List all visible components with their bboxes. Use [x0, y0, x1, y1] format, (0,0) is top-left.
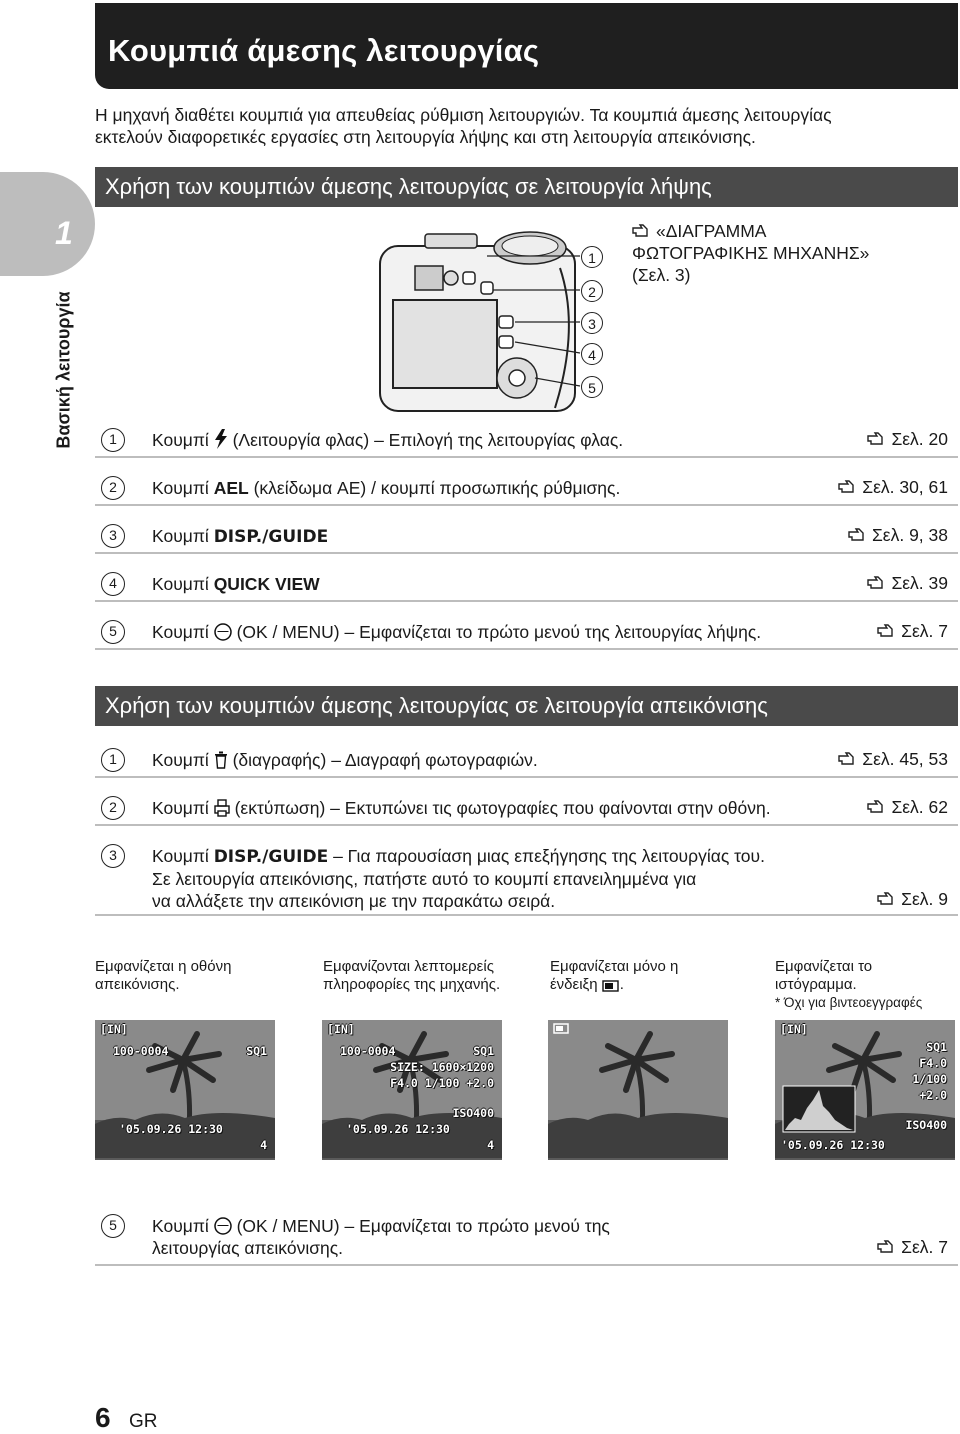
- row-description: Επιλογή της λειτουργίας φλας.: [388, 430, 624, 450]
- screen-playback-battery-only: [548, 1020, 728, 1160]
- screen-3-caption: Εμφανίζεται μόνο η ένδειξη .: [550, 958, 679, 993]
- playback-row-print: [95, 794, 958, 826]
- pointing-hand-icon: [632, 224, 652, 238]
- row-description: Εμφανίζεται το πρώτο μενού της λειτουργίας λήψης.: [359, 622, 762, 642]
- row-dash: –: [344, 622, 355, 642]
- osd-quality: SQ1: [246, 1044, 267, 1058]
- row-label: (OK / MENU): [236, 1216, 340, 1236]
- screen-playback-histogram: [775, 1020, 955, 1160]
- row-prefix: Κουμπί: [152, 574, 209, 594]
- shooting-row-ok-menu: [95, 618, 958, 650]
- callout-3: 3: [581, 312, 603, 334]
- row-description: Διαγραφή φωτογραφιών.: [344, 750, 538, 770]
- row-dash: –: [333, 846, 343, 866]
- battery-icon: [602, 980, 620, 992]
- ok-menu-icon: [214, 1217, 232, 1235]
- osd-file-number: 100-0004: [113, 1044, 169, 1058]
- osd-exposure: F4.0 1/100 +2.0: [390, 1076, 494, 1090]
- chapter-number: 1: [55, 215, 73, 251]
- row-number: 3: [101, 844, 125, 868]
- page-title: Κουμπιά άμεσης λειτουργίας: [95, 3, 958, 89]
- row-description: Για παρουσίαση μιας επεξήγησης της λειτουργίας του.: [347, 846, 765, 866]
- pointing-hand-icon: [848, 528, 868, 542]
- row-dash: –: [331, 750, 341, 770]
- pointing-hand-icon: [877, 892, 897, 906]
- row-prefix: Κουμπί: [152, 526, 209, 546]
- row-description-line-3: να αλλάξετε την απεικόνιση με την παρακάτω σειρά.: [152, 891, 556, 911]
- callout-1: 1: [581, 246, 603, 268]
- pointing-hand-icon: [867, 576, 887, 590]
- row-prefix: Κουμπί: [152, 478, 209, 498]
- page-reference: Σελ. 39: [867, 573, 948, 594]
- chapter-label: Βασική λειτουργία: [53, 291, 74, 449]
- osd-date: '05.09.26 12:30: [781, 1138, 885, 1152]
- intro-text: [95, 104, 955, 148]
- trash-icon: [214, 751, 228, 769]
- osd-date: '05.09.26 12:30: [346, 1122, 450, 1136]
- playback-row-erase: [95, 746, 958, 778]
- flash-icon: [214, 429, 228, 449]
- pointing-hand-icon: [877, 1240, 897, 1254]
- shooting-row-ael: [95, 474, 958, 506]
- camera-ref-line-1: «ΔΙΑΓΡΑΜΜΑ: [656, 221, 767, 241]
- screen-1-caption: Εμφανίζεται η οθόνη απεικόνισης.: [95, 958, 232, 993]
- row-label: (OK / MENU): [236, 622, 340, 642]
- row-description: Εμφανίζεται το πρώτο μενού της: [359, 1216, 610, 1236]
- osd-memory: [IN]: [327, 1022, 355, 1036]
- screen-playback-basic: [95, 1020, 275, 1160]
- osd-date: '05.09.26 12:30: [119, 1122, 223, 1136]
- chapter-tab: [0, 172, 95, 276]
- osd-file-number: 100-0004: [340, 1044, 396, 1058]
- osd-iso: ISO400: [452, 1106, 494, 1120]
- page-reference: Σελ. 45, 53: [838, 749, 948, 770]
- osd-aperture: F4.0: [919, 1056, 947, 1070]
- row-prefix: Κουμπί: [152, 798, 209, 818]
- video-note: * Όχι για βιντεοεγγραφές: [775, 995, 923, 1010]
- pointing-hand-icon: [838, 480, 858, 494]
- palm-photo: [95, 1020, 275, 1160]
- row-number: 1: [101, 428, 125, 452]
- row-prefix: Κουμπί: [152, 430, 209, 450]
- callout-5: 5: [581, 376, 603, 398]
- camera-back-icon: [375, 228, 605, 418]
- row-description-line-2: λειτουργίας απεικόνισης.: [152, 1238, 344, 1258]
- page-language: GR: [129, 1411, 158, 1432]
- camera-diagram-reference: [632, 220, 932, 286]
- row-number: 4: [101, 572, 125, 596]
- callout-2: 2: [581, 280, 603, 302]
- page-reference: Σελ. 9: [877, 889, 948, 910]
- osd-quality: SQ1: [473, 1044, 494, 1058]
- page-reference: Σελ. 9, 38: [848, 525, 948, 546]
- camera-ref-line-2: ΦΩΤΟΓΡΑΦΙΚΗΣ ΜΗΧΑΝΗΣ»: [632, 243, 870, 263]
- page-reference: Σελ. 30, 61: [838, 477, 948, 498]
- screen-2-caption: Εμφανίζονται λεπτομερείς πληροφορίες της μηχανής.: [323, 958, 501, 993]
- row-number: 2: [101, 796, 125, 820]
- page-reference: Σελ. 62: [867, 797, 948, 818]
- row-number: 5: [101, 620, 125, 644]
- osd-frame: 4: [487, 1138, 494, 1152]
- row-dash: –: [344, 1216, 355, 1236]
- printer-icon: [214, 799, 230, 817]
- disp-guide-key: DISP./GUIDE: [213, 847, 329, 867]
- osd-quality: SQ1: [926, 1040, 947, 1054]
- playback-heading: Χρήση των κουμπιών άμεσης λειτουργίας σε λειτουργία απεικόνισης: [95, 686, 958, 726]
- row-number: 1: [101, 748, 125, 772]
- row-label: (Λειτουργία φλας): [232, 430, 370, 450]
- row-number: 5: [101, 1214, 125, 1238]
- page-reference: Σελ. 7: [877, 621, 948, 642]
- page-reference: Σελ. 7: [877, 1237, 948, 1258]
- row-dash: –: [374, 430, 384, 450]
- intro-line-1: Η μηχανή διαθέτει κουμπιά για απευθείας ρύθμιση λειτουργιών. Τα κουμπιά άμεσης λειτουργίας: [95, 105, 832, 125]
- playback-row-ok-menu: [95, 1212, 958, 1266]
- row-description-line-2: Σε λειτουργία απεικόνισης, πατήστε αυτό το κουμπί επανειλημμένα για: [152, 869, 697, 889]
- ok-menu-icon: [214, 623, 232, 641]
- playback-row-disp-guide: [95, 842, 958, 916]
- palm-photo: [548, 1020, 728, 1160]
- row-prefix: Κουμπί: [152, 846, 209, 866]
- row-number: 2: [101, 476, 125, 500]
- row-prefix: Κουμπί: [152, 750, 209, 770]
- shooting-heading: Χρήση των κουμπιών άμεσης λειτουργίας σε λειτουργία λήψης: [95, 167, 958, 207]
- row-prefix: Κουμπί: [152, 622, 209, 642]
- osd-shutter: 1/100: [912, 1072, 947, 1086]
- osd-size: SIZE: 1600×1200: [390, 1060, 494, 1074]
- row-label: (κλείδωμα AE) / κουμπί προσωπικής ρύθμισης.: [253, 478, 621, 498]
- page-number: 6: [95, 1402, 111, 1433]
- disp-guide-key: DISP./GUIDE: [213, 527, 329, 547]
- camera-ref-line-3: (Σελ. 3): [632, 265, 691, 285]
- screen-4-caption: Εμφανίζεται το ιστόγραμμα. * Όχι για βιντεοεγγραφές: [775, 958, 923, 1010]
- osd-ev: +2.0: [919, 1088, 947, 1102]
- shooting-row-flash: [95, 426, 958, 458]
- intro-line-2: εκτελούν διαφορετικές εργασίες στη λειτουργία λήψης και στη λειτουργία απεικόνισης.: [95, 127, 756, 147]
- row-dash: –: [330, 798, 340, 818]
- shooting-row-quick-view: [95, 570, 958, 602]
- camera-diagram: [375, 228, 605, 418]
- pointing-hand-icon: [867, 800, 887, 814]
- osd-memory: [IN]: [780, 1022, 808, 1036]
- row-number: 3: [101, 524, 125, 548]
- quick-view-key: QUICK VIEW: [213, 574, 320, 594]
- callout-4: 4: [581, 343, 603, 365]
- osd-frame: 4: [260, 1138, 267, 1152]
- ael-key: AEL: [213, 478, 249, 498]
- pointing-hand-icon: [877, 624, 897, 638]
- osd-memory: [IN]: [100, 1022, 128, 1036]
- page-reference: Σελ. 20: [867, 429, 948, 450]
- palm-photo: [322, 1020, 502, 1160]
- osd-iso: ISO400: [905, 1118, 947, 1132]
- shooting-row-disp-guide: [95, 522, 958, 554]
- row-prefix: Κουμπί: [152, 1216, 209, 1236]
- pointing-hand-icon: [867, 432, 887, 446]
- screen-playback-detailed: [322, 1020, 502, 1160]
- row-description: Εκτυπώνει τις φωτογραφίες που φαίνονται στην οθόνη.: [344, 798, 771, 818]
- row-label: (διαγραφής): [232, 750, 327, 770]
- pointing-hand-icon: [838, 752, 858, 766]
- row-label: (εκτύπωση): [234, 798, 326, 818]
